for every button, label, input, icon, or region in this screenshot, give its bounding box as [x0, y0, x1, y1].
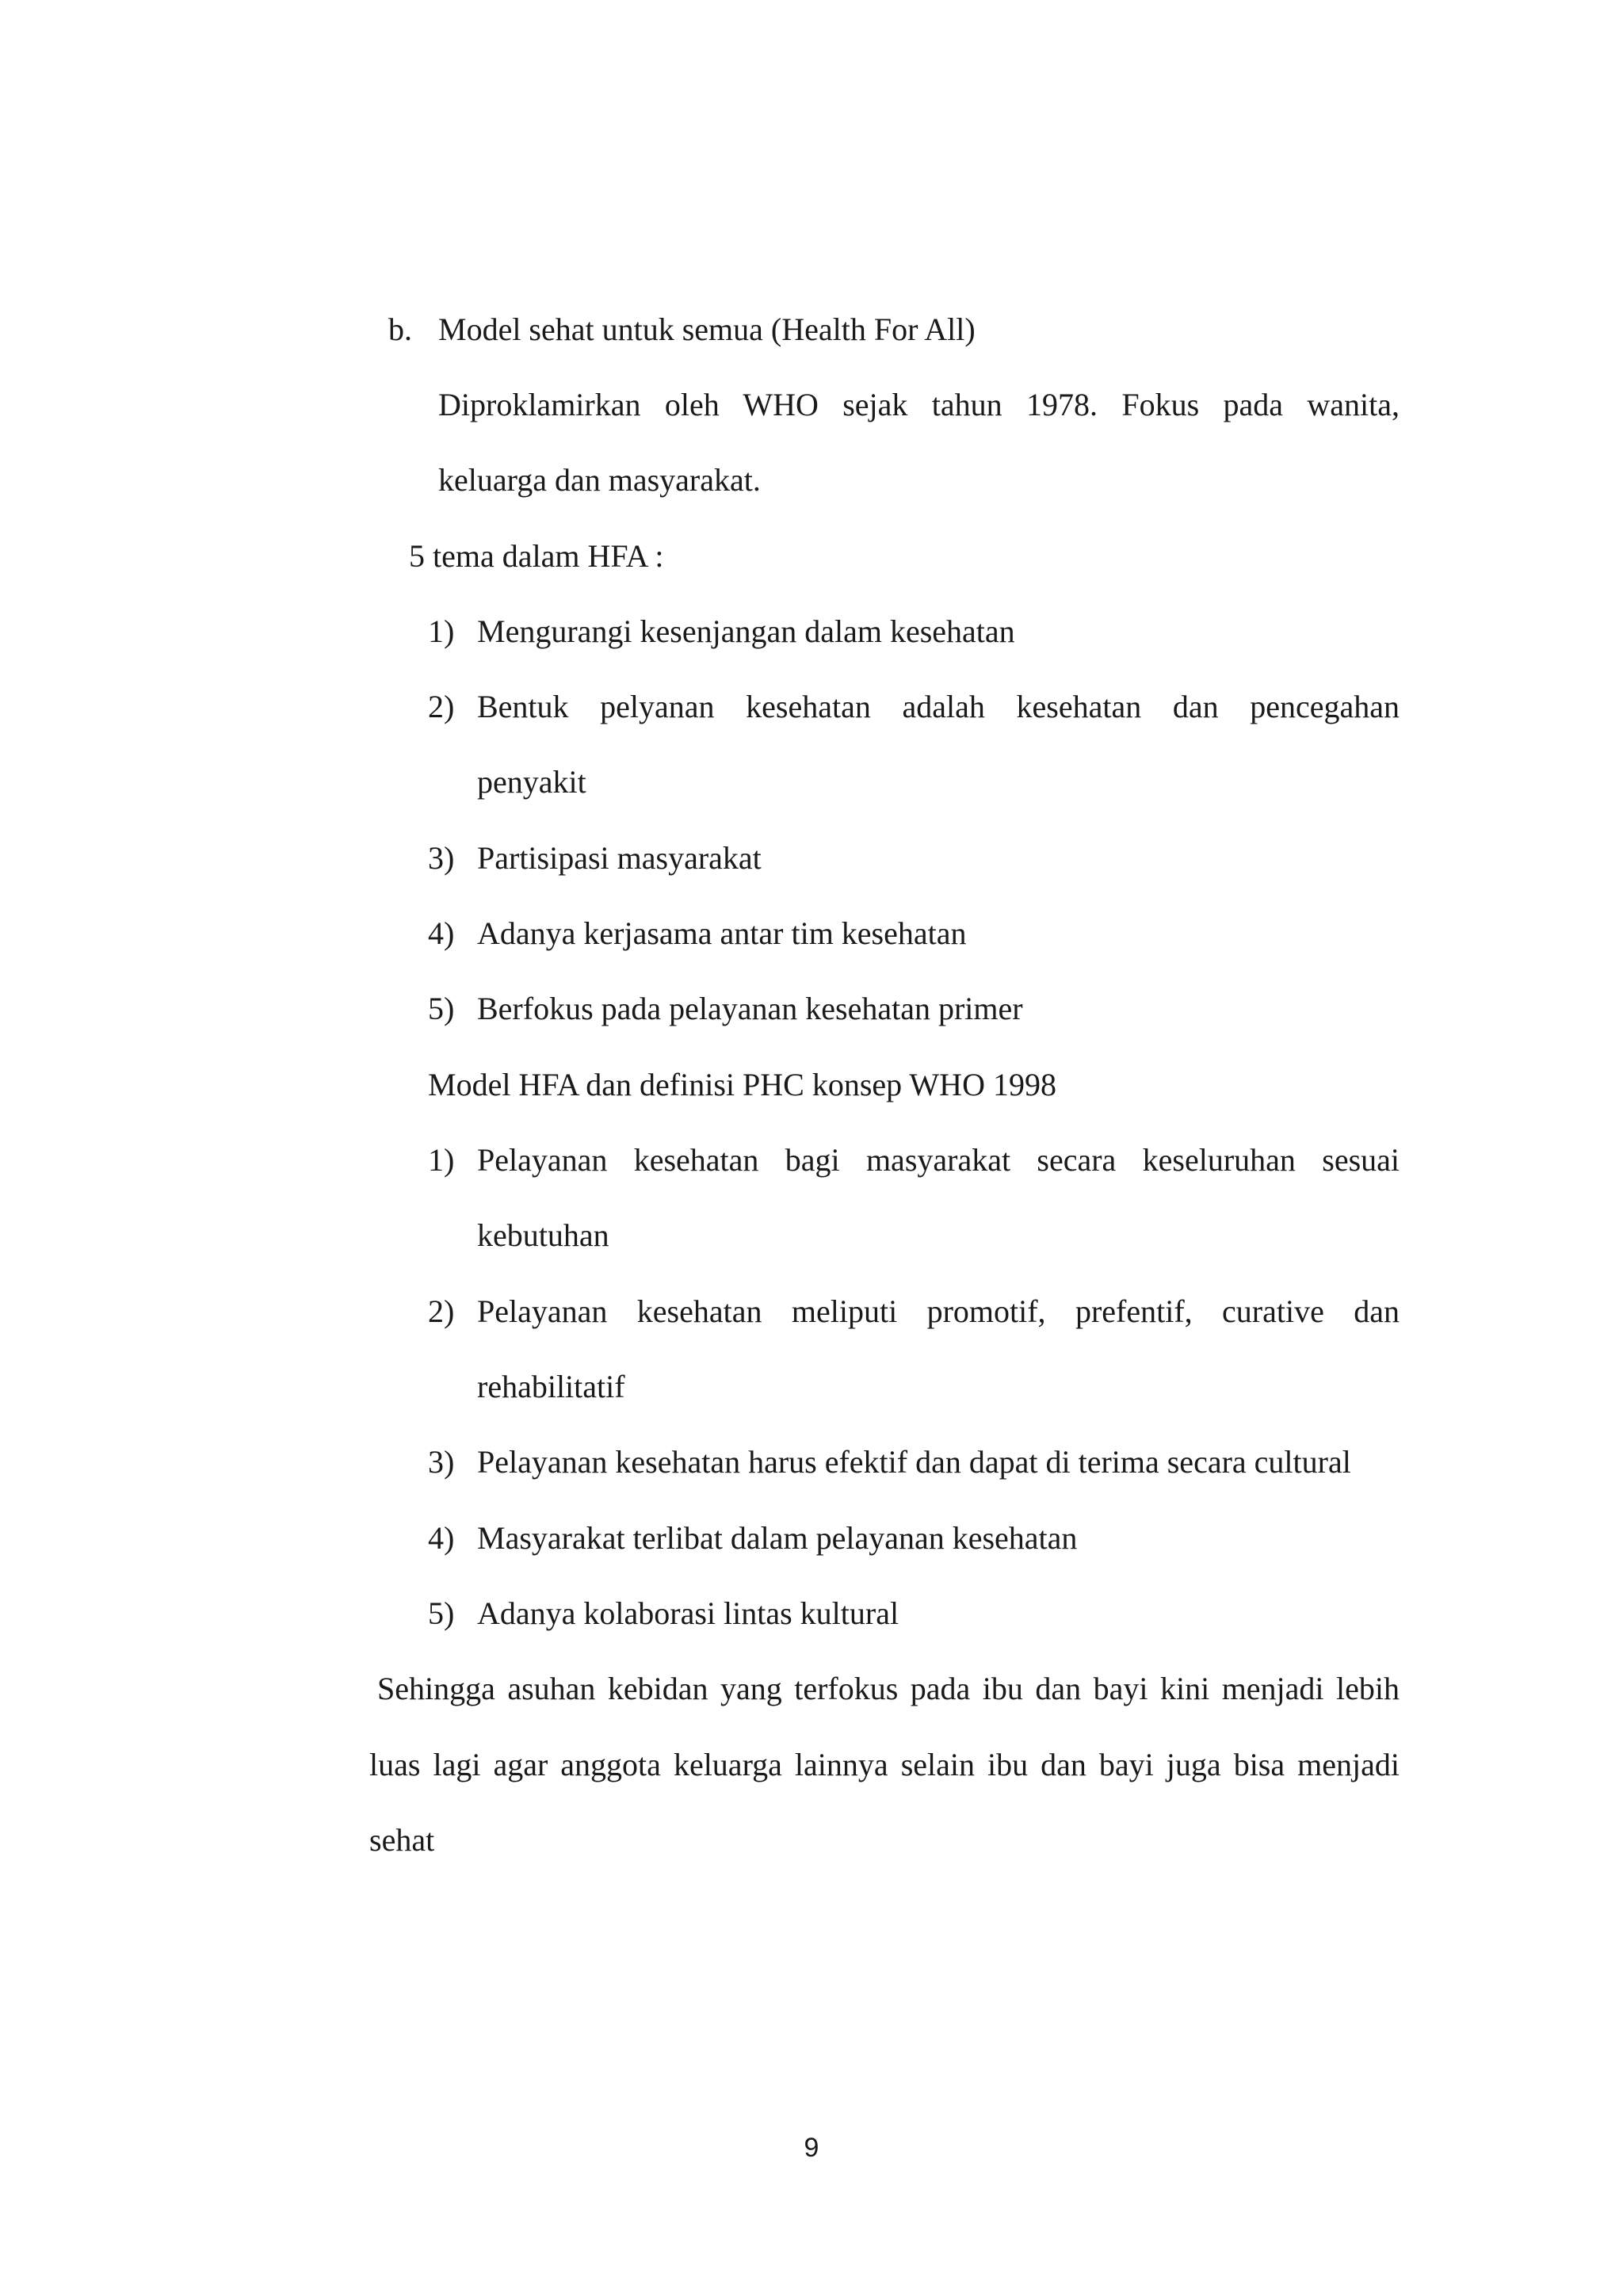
phc-item-1-text-line-2: kebutuhan — [477, 1217, 609, 1253]
phc-item-2-number: 2) — [428, 1293, 455, 1329]
section-b-marker: b. — [388, 311, 412, 347]
theme-item-2-text-line-1: Bentuk pelyanan kesehatan adalah kesehatan dan pencegahan — [477, 689, 1400, 724]
conclusion-line-1: Sehingga asuhan kebidan yang terfokus pada ibu dan bayi kini menjadi lebih — [377, 1671, 1400, 1706]
page-number: 9 — [804, 2133, 819, 2163]
phc-item-4-number: 4) — [428, 1520, 455, 1556]
theme-item-5-text: Berfokus pada pelayanan kesehatan primer — [477, 991, 1023, 1026]
themes-heading: 5 tema dalam HFA : — [409, 538, 664, 574]
phc-item-1-number: 1) — [428, 1142, 455, 1178]
theme-item-5-number: 5) — [428, 991, 455, 1026]
theme-item-3-number: 3) — [428, 840, 455, 876]
phc-item-5-number: 5) — [428, 1595, 455, 1631]
phc-item-2-text-line-2: rehabilitatif — [477, 1369, 625, 1404]
phc-item-2-text-line-1: Pelayanan kesehatan meliputi promotif, prefentif, curative dan — [477, 1293, 1400, 1329]
phc-item-4-text: Masyarakat terlibat dalam pelayanan kesehatan — [477, 1520, 1078, 1556]
theme-item-2-number: 2) — [428, 689, 455, 724]
section-b-paragraph-line-2: keluarga dan masyarakat. — [438, 462, 761, 498]
conclusion-line-3: sehat — [369, 1822, 435, 1858]
section-b-paragraph-line-1: Diproklamirkan oleh WHO sejak tahun 1978. Fokus pada wanita, — [438, 387, 1400, 422]
phc-heading: Model HFA dan definisi PHC konsep WHO 1998 — [428, 1067, 1056, 1102]
theme-item-4-text: Adanya kerjasama antar tim kesehatan — [477, 915, 967, 951]
theme-item-2-text-line-2: penyakit — [477, 764, 586, 800]
theme-item-1-number: 1) — [428, 613, 455, 649]
phc-item-3-text: Pelayanan kesehatan harus efektif dan dapat di terima secara cultural — [477, 1444, 1351, 1480]
section-b-title: Model sehat untuk semua (Health For All) — [438, 311, 976, 347]
theme-item-4-number: 4) — [428, 915, 455, 951]
phc-item-1-text-line-1: Pelayanan kesehatan bagi masyarakat secara keseluruhan sesuai — [477, 1142, 1400, 1178]
conclusion-line-2: luas lagi agar anggota keluarga lainnya selain ibu dan bayi juga bisa menjadi — [369, 1747, 1400, 1782]
theme-item-3-text: Partisipasi masyarakat — [477, 840, 762, 876]
phc-item-3-number: 3) — [428, 1444, 455, 1480]
phc-item-5-text: Adanya kolaborasi lintas kultural — [477, 1595, 899, 1631]
theme-item-1-text: Mengurangi kesenjangan dalam kesehatan — [477, 613, 1015, 649]
